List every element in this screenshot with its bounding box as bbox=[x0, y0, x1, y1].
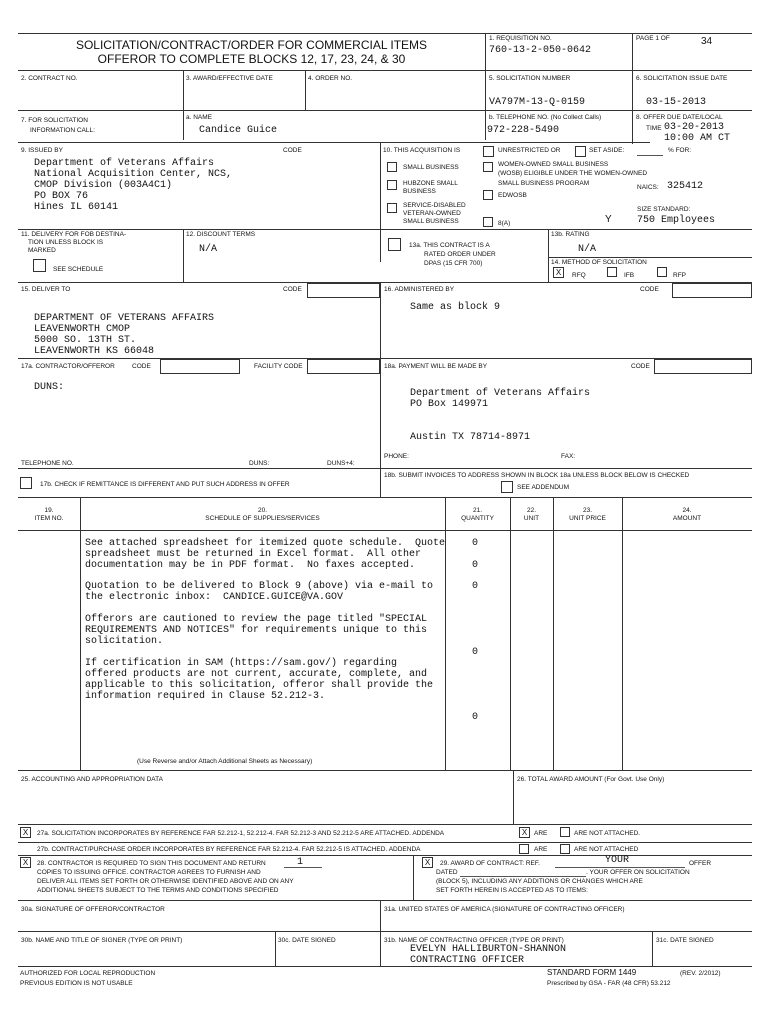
col-unit-price-label: UNIT PRICE bbox=[569, 515, 606, 522]
telephone-label: b. TELEPHONE NO. (No Collect Calls) bbox=[489, 114, 602, 121]
clause-27b-text: 27b. CONTRACT/PURCHASE ORDER INCORPORATES BY REFERENCE FAR 52.212-4. FAR 52.212-5 IS ATTACHED. ADDENDA bbox=[37, 846, 421, 853]
footer-form-name: STANDARD FORM 1449 bbox=[547, 968, 637, 977]
deliver-to-line: DEPARTMENT OF VETERANS AFFAIRS bbox=[34, 313, 215, 324]
signer-name-label: 30b. NAME AND TITLE OF SIGNER (TYPE OR PRINT) bbox=[21, 937, 183, 944]
see-schedule-checkbox[interactable] bbox=[33, 259, 46, 272]
payment-line: PO Box 149971 bbox=[410, 399, 489, 410]
clause-27a-are-checkbox[interactable]: X bbox=[519, 827, 530, 838]
rfp-checkbox[interactable] bbox=[657, 267, 667, 277]
sdvosb-label-2: VETERAN-OWNED bbox=[403, 210, 461, 217]
offer-due-date[interactable]: 03-20-2013 bbox=[664, 122, 725, 133]
schedule-text-line: See attached spreadsheet for itemized quote schedule. Quote bbox=[85, 538, 446, 549]
issued-by-line: Hines IL 60141 bbox=[34, 202, 119, 213]
discount-terms-label: 12. DISCOUNT TERMS bbox=[186, 231, 256, 238]
sdvosb-checkbox[interactable] bbox=[387, 203, 397, 213]
set-aside-checkbox[interactable] bbox=[575, 146, 586, 157]
clause-27b-are-checkbox[interactable] bbox=[519, 844, 529, 854]
issue-date-value[interactable]: 03-15-2013 bbox=[646, 97, 707, 108]
rated-label-2: RATED ORDER UNDER bbox=[424, 251, 496, 258]
schedule-text-line: Offerors are cautioned to review the page titled "SPECIAL bbox=[85, 614, 428, 625]
footer-revision: (REV. 2/2012) bbox=[680, 970, 721, 977]
schedule-text-line: spreadsheet must be returned in Excel format. All other bbox=[85, 549, 422, 560]
size-standard-label: SIZE STANDARD: bbox=[637, 206, 691, 213]
page-label: PAGE 1 OF bbox=[636, 35, 670, 42]
unrestricted-label: UNRESTRICTED OR bbox=[498, 147, 561, 154]
col-unit-label: UNIT bbox=[523, 515, 540, 522]
schedule-footnote: (Use Reverse and/or Attach Additional Sheets as Necessary) bbox=[137, 758, 313, 765]
edwosb-checkbox[interactable] bbox=[483, 190, 493, 200]
clause-28-checkbox[interactable]: X bbox=[20, 857, 31, 868]
offer-due-label: 8. OFFER DUE DATE/LOCAL bbox=[636, 114, 723, 121]
requisition-value[interactable]: 760-13-2-050-0642 bbox=[489, 45, 592, 56]
schedule-text-line: applicable to this solicitation, offeror shall provide the bbox=[85, 680, 434, 691]
see-schedule-label: SEE SCHEDULE bbox=[53, 266, 104, 273]
footer-left-2: PREVIOUS EDITION IS NOT USABLE bbox=[20, 980, 133, 987]
issued-by-line: Department of Veterans Affairs bbox=[34, 158, 215, 169]
schedule-text-line: offered products are not current, accurate, complete, and bbox=[85, 669, 428, 680]
officer-title: CONTRACTING OFFICER bbox=[410, 955, 525, 966]
contract-no-label: 2. CONTRACT NO. bbox=[21, 75, 78, 82]
payment-city: Austin TX 78714-8971 bbox=[410, 432, 531, 443]
contact-name-value[interactable]: Candice Guice bbox=[199, 125, 278, 136]
eight-a-checkbox[interactable] bbox=[483, 217, 493, 227]
set-aside-label: SET ASIDE: bbox=[589, 147, 625, 154]
clause-29-line2: . YOUR OFFER ON SOLICITATION bbox=[586, 869, 690, 876]
deliver-to-line: LEAVENWORTH CMOP bbox=[34, 324, 131, 335]
small-business-label: SMALL BUSINESS bbox=[403, 164, 459, 171]
rfq-label: RFQ bbox=[572, 272, 586, 279]
col-unit-price: 23. bbox=[582, 507, 593, 514]
submit-invoices-label: 18b. SUBMIT INVOICES TO ADDRESS SHOWN IN BLOCK 18a UNLESS BLOCK BELOW IS CHECKED bbox=[384, 472, 690, 479]
offer-due-time[interactable]: 10:00 AM CT bbox=[664, 133, 731, 144]
clause-27a-are-not: ARE NOT ATTACHED. bbox=[574, 830, 641, 837]
acquisition-label: 10. THIS ACQUISITION IS bbox=[383, 147, 461, 154]
total-award-label: 26. TOTAL AWARD AMOUNT (For Govt. Use Only) bbox=[517, 776, 665, 783]
see-addendum-checkbox[interactable] bbox=[501, 481, 513, 493]
administered-by-value: Same as block 9 bbox=[410, 302, 501, 313]
co-name-label: 31b. NAME OF CONTRACTING OFFICER (TYPE OR PRINT) bbox=[384, 937, 564, 944]
clause-29-line3: (BLOCK 5), INCLUDING ANY ADDITIONS OR CHANGES WHICH ARE bbox=[436, 878, 643, 885]
requisition-label: 1. REQUISITION NO. bbox=[489, 35, 552, 42]
payment-phone-label: PHONE: bbox=[384, 453, 409, 460]
administered-code-label: CODE bbox=[640, 286, 659, 293]
payment-fax-label: FAX: bbox=[561, 453, 576, 460]
rated-label-3: DPAS (15 CFR 700) bbox=[424, 260, 483, 267]
contractor-telephone-label: TELEPHONE NO. bbox=[21, 460, 74, 467]
contractor-duns-label: DUNS: bbox=[249, 460, 270, 467]
clause-27b-are-not: ARE NOT ATTACHED bbox=[574, 846, 639, 853]
footer-left-1: AUTHORIZED FOR LOCAL REPRODUCTION bbox=[20, 970, 156, 977]
payment-code-box[interactable] bbox=[654, 359, 752, 374]
clause-29-checkbox[interactable]: X bbox=[422, 857, 433, 868]
issued-by-line: PO BOX 76 bbox=[34, 191, 89, 202]
hubzone-label-1: HUBZONE SMALL bbox=[403, 180, 458, 187]
clause-27a-are: ARE bbox=[534, 830, 548, 837]
size-standard-value[interactable]: 750 Employees bbox=[637, 215, 716, 226]
issued-by-code-label: CODE bbox=[283, 147, 302, 154]
rated-order-checkbox[interactable] bbox=[388, 238, 401, 251]
deliver-code-label: CODE bbox=[283, 286, 302, 293]
quantity-value: 0 bbox=[472, 712, 479, 723]
rating-label: 13b. RATING bbox=[551, 231, 590, 238]
wosb-label-2: (WOSB) ELIGIBLE UNDER THE WOMEN-OWNED bbox=[498, 170, 648, 177]
co-date-label: 31c. DATE SIGNED bbox=[656, 937, 714, 944]
clause-28-line2: COPIES TO ISSUING OFFICE. CONTRACTOR AGREES TO FURNISH AND bbox=[37, 869, 261, 876]
issued-by-label: 9. ISSUED BY bbox=[21, 147, 63, 154]
unrestricted-checkbox[interactable] bbox=[483, 146, 494, 157]
fob-label-3: MARKED bbox=[28, 247, 56, 254]
small-business-checkbox[interactable] bbox=[387, 162, 397, 172]
solicitation-info-label-1: 7. FOR SOLICITATION bbox=[21, 117, 88, 124]
award-date-label: 3. AWARD/EFFECTIVE DATE bbox=[186, 75, 273, 82]
telephone-value[interactable]: 972-228-5490 bbox=[487, 125, 560, 136]
fob-label-2: TION UNLESS BLOCK IS bbox=[28, 239, 104, 246]
clause-28-line4: ADDITIONAL SHEETS SUBJECT TO THE TERMS AND CONDITIONS SPECIFIED bbox=[37, 887, 279, 894]
schedule-text-line: documentation may be in PDF format. No faxes accepted. bbox=[85, 560, 416, 571]
deliver-to-line: LEAVENWORTH KS 66048 bbox=[34, 346, 155, 357]
method-label: 14. METHOD OF SOLICITATION bbox=[551, 259, 647, 266]
hubzone-label-2: BUSINESS bbox=[403, 188, 436, 195]
page-total: 34 bbox=[701, 36, 713, 47]
schedule-text-line: information required in Clause 52.212-3. bbox=[85, 691, 326, 702]
clause-29-line1: 29. AWARD OF CONTRACT: REF. bbox=[440, 860, 540, 867]
contractor-code-label: CODE bbox=[132, 363, 151, 370]
quantity-value: 0 bbox=[472, 581, 479, 592]
contact-name-label: a. NAME bbox=[186, 114, 213, 121]
offer-label: OFFER bbox=[689, 860, 712, 867]
col-quantity-label: QUANTITY bbox=[461, 515, 494, 522]
clause-27a-text: 27a. SOLICITATION INCORPORATES BY REFERENCE FAR 52.212-1, 52.212-4. FAR 52.212-3 AND 52.212-5 ARE ATTACHED. ADDENDA bbox=[37, 830, 445, 837]
facility-code-label: FACILITY CODE bbox=[254, 363, 303, 370]
remittance-label: 17b. CHECK IF REMITTANCE IS DIFFERENT AND PUT SUCH ADDRESS IN OFFER bbox=[40, 481, 290, 488]
issued-by-line: National Acquisition Center, NCS, bbox=[34, 169, 233, 180]
clause-29-line4: SET FORTH HEREIN IS ACCEPTED AS TO ITEMS: bbox=[436, 887, 588, 894]
deliver-to-line: 5000 SO. 13TH ST. bbox=[34, 335, 137, 346]
clause-27a-are-not-checkbox[interactable] bbox=[560, 827, 570, 837]
remittance-checkbox[interactable] bbox=[20, 477, 32, 489]
form-title-line2: OFFEROR TO COMPLETE BLOCKS 12, 17, 23, 24, & 30 bbox=[97, 52, 406, 66]
ifb-label: IFB bbox=[624, 272, 635, 279]
payment-code-label: CODE bbox=[631, 363, 650, 370]
solicitation-no-value[interactable]: VA797M-13-Q-0159 bbox=[489, 97, 586, 108]
discount-terms-value[interactable]: N/A bbox=[199, 244, 218, 255]
officer-name: EVELYN HALLIBURTON-SHANNON bbox=[410, 944, 567, 955]
schedule-text-line: REQUIREMENTS AND NOTICES" for requirements unique to this bbox=[85, 625, 428, 636]
y-mark: Y bbox=[605, 214, 612, 225]
edwosb-label: EDWOSB bbox=[498, 192, 527, 199]
deliver-to-label: 15. DELIVER TO bbox=[21, 286, 71, 293]
wosb-label-1: WOMEN-OWNED SMALL BUSINESS bbox=[498, 161, 609, 168]
clause-27b-are-not-checkbox[interactable] bbox=[560, 844, 570, 854]
your-value: YOUR bbox=[605, 855, 630, 866]
naics-label: NAICS: bbox=[637, 184, 659, 191]
schedule-text-line: solicitation. bbox=[85, 636, 164, 647]
clause-27b-are: ARE bbox=[534, 846, 548, 853]
payment-line: Department of Veterans Affairs bbox=[410, 388, 591, 399]
order-no-label: 4. ORDER NO. bbox=[308, 75, 353, 82]
schedule-text-line: the electronic inbox: CANDICE.GUICE@VA.GOV bbox=[85, 592, 344, 603]
payment-label: 18a. PAYMENT WILL BE MADE BY bbox=[384, 363, 488, 370]
eight-a-label: 8(A) bbox=[498, 220, 511, 227]
administered-code-box[interactable] bbox=[672, 283, 752, 298]
issued-by-line: CMOP Division (003A4C1) bbox=[34, 180, 173, 191]
clause-27a-checkbox[interactable]: X bbox=[20, 827, 31, 838]
col-item-no: 19. bbox=[44, 507, 54, 514]
quantity-value: 0 bbox=[472, 560, 479, 571]
rfq-checkbox[interactable]: X bbox=[553, 267, 564, 278]
wosb-checkbox[interactable] bbox=[483, 162, 493, 172]
contractor-duns4-label: DUNS+4: bbox=[327, 460, 355, 467]
col-amount: 24. bbox=[682, 507, 692, 514]
sdvosb-label-1: SERVICE-DISABLED bbox=[403, 202, 466, 209]
quantity-value: 0 bbox=[472, 647, 479, 658]
naics-value[interactable]: 325412 bbox=[667, 181, 704, 192]
col-unit: 22. bbox=[526, 507, 537, 514]
offer-due-time-label: TIME bbox=[646, 125, 662, 132]
deliver-code-box[interactable] bbox=[307, 283, 380, 298]
administered-by-label: 16. ADMINISTERED BY bbox=[384, 286, 455, 293]
hubzone-checkbox[interactable] bbox=[387, 180, 397, 190]
solicitation-no-label: 5. SOLICITATION NUMBER bbox=[489, 75, 571, 82]
offeror-signature-label: 30a. SIGNATURE OF OFFEROR/CONTRACTOR bbox=[21, 906, 165, 913]
quantity-value: 0 bbox=[472, 538, 479, 549]
schedule-text-line: Quotation to be delivered to Block 9 (above) via e-mail to bbox=[85, 581, 434, 592]
fob-label-1: 11. DELIVERY FOR FOB DESTINA- bbox=[21, 231, 127, 238]
rating-value[interactable]: N/A bbox=[578, 244, 597, 255]
form-title-line1: SOLICITATION/CONTRACT/ORDER FOR COMMERCIAL ITEMS bbox=[75, 38, 428, 52]
see-addendum-label: SEE ADDENDUM bbox=[517, 484, 570, 491]
col-quantity: 21. bbox=[472, 507, 483, 514]
solicitation-info-label-2: INFORMATION CALL: bbox=[30, 127, 95, 134]
clause-29-dated: DATED bbox=[436, 869, 458, 876]
clause-28-line3: DELIVER ALL ITEMS SET FORTH OR OTHERWISE IDENTIFIED ABOVE AND ON ANY bbox=[37, 878, 294, 885]
wosb-label-3: SMALL BUSINESS PROGRAM bbox=[498, 180, 590, 187]
signer-date-label: 30c. DATE SIGNED bbox=[278, 937, 336, 944]
issue-date-label: 6. SOLICITATION ISSUE DATE bbox=[636, 75, 728, 82]
schedule-text-line: If certification in SAM (https://sam.gov/) regarding bbox=[85, 658, 398, 669]
col-schedule-label: SCHEDULE OF SUPPLIES/SERVICES bbox=[205, 515, 320, 522]
clause-28-line1: 28. CONTRACTOR IS REQUIRED TO SIGN THIS DOCUMENT AND RETURN bbox=[37, 860, 266, 867]
contractor-label: 17a. CONTRACTOR/OFFEROR bbox=[21, 363, 115, 370]
rfp-label: RFP bbox=[673, 272, 686, 279]
facility-code-box[interactable] bbox=[307, 359, 380, 374]
ifb-checkbox[interactable] bbox=[607, 267, 617, 277]
co-signature-label: 31a. UNITED STATES OF AMERICA (SIGNATURE OF CONTRACTING OFFICER) bbox=[384, 906, 625, 913]
rated-label-1: 13a. THIS CONTRACT IS A bbox=[409, 242, 490, 249]
col-amount-label: AMOUNT bbox=[672, 515, 702, 522]
footer-prescribed: Prescribed by GSA - FAR (48 CFR) 53.212 bbox=[547, 980, 671, 987]
copies-value[interactable]: 1 bbox=[297, 857, 304, 868]
accounting-label: 25. ACCOUNTING AND APPROPRIATION DATA bbox=[21, 776, 163, 783]
col-schedule: 20. bbox=[257, 507, 268, 514]
sdvosb-label-3: SMALL BUSINESS bbox=[403, 218, 459, 225]
duns-text: DUNS: bbox=[34, 382, 65, 393]
col-item-no-label: ITEM NO. bbox=[34, 515, 64, 522]
contractor-code-box[interactable] bbox=[160, 359, 240, 374]
percent-for-label: % FOR: bbox=[668, 147, 692, 154]
